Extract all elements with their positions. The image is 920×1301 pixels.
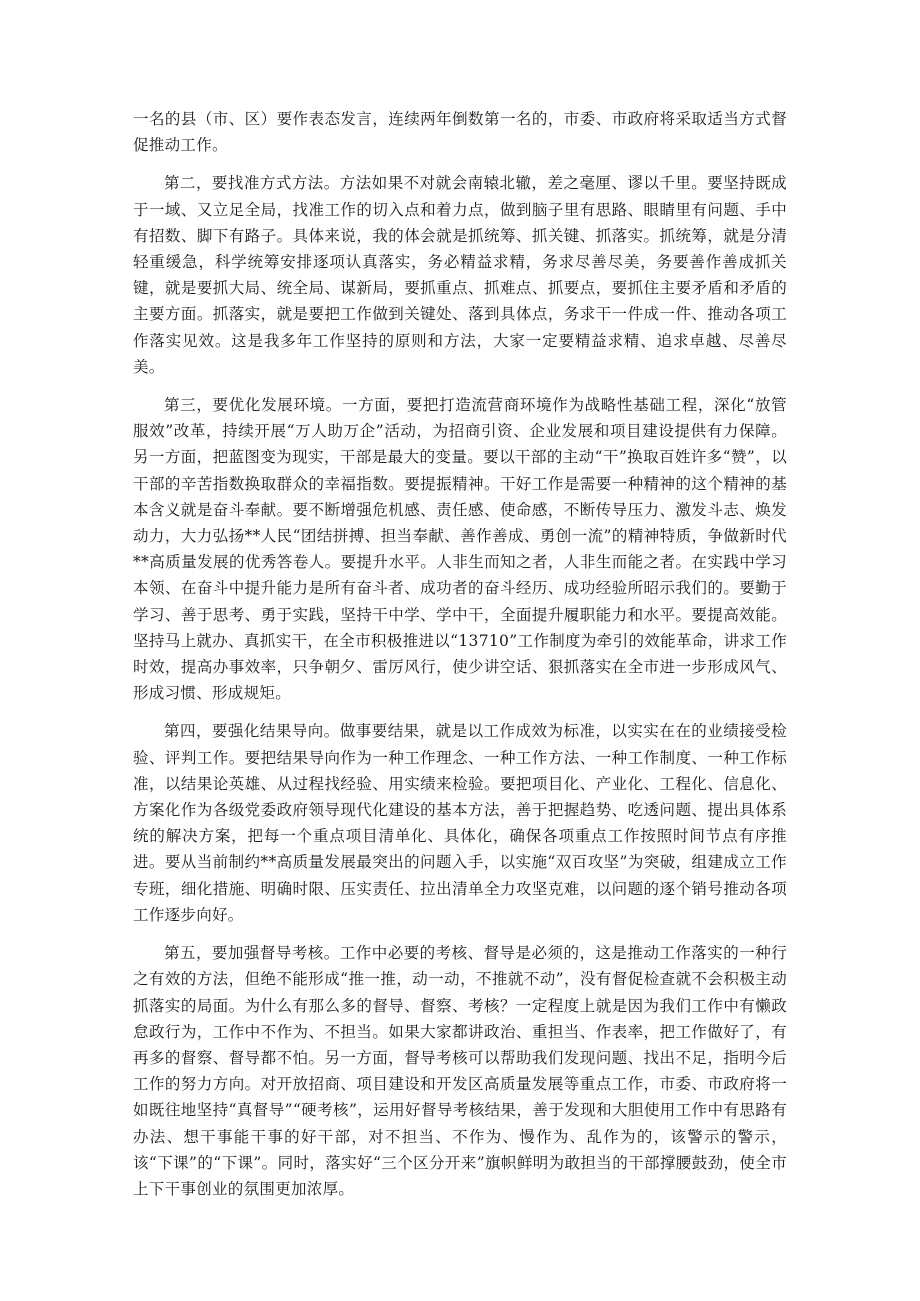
paragraph-continuation: 一名的县（市、区）要作表态发言，连续两年倒数第一名的，市委、市政府将采取适当方式督促推动工作。 — [133, 110, 787, 155]
paragraph-third-environment: 第三，要优化发展环境。一方面，要把打造流营商环境作为战略性基础工程，深化“放管服效”改革，持续开展“万人助万企”活动，为招商引资、企业发展和项目建设提供有力保障。另一方面，把蓝图变为现实，干部是最大的变量。要以干部的主动“干”换取百姓许多“赞”，以干部的辛苦指数换取群众的幸福指数。要提振精神。干好工作是需要一种精神的这个精神的基本含义就是奋斗奉献。要不断增强危机感、责任感、使命感，不断传导压力、激发斗志、焕发动力，大力弘扬**人民“团结拼搏、担当奉献、善作善成、勇创一流”的精神特质，争做新时代**高质量发展的优秀答卷人。要提升水平。人非生而知之者，人非生而能之者。在实践中学习本领、在奋斗中提升能力是所有奋斗者、成功者的奋斗经历、成功经验所昭示我们的。要勤于学习、善于思考、勇于实践，坚持干中学、学中干，全面提升履职能力和水平。要提高效能。坚持马上就办、真抓实干，在全市积极推进以“13710”工作制度为牵引的效能革命，讲求工作时效，提高办事效率，只争朝夕、雷厉风行，使少讲空话、狠抓落实在全市进一步形成风气、形成习惯、形成规矩。 — [133, 396, 787, 703]
paragraph-second-method: 第二，要找准方式方法。方法如果不对就会南辕北辙，差之毫厘、谬以千里。要坚持既成于一域、又立足全局，找准工作的切入点和着力点，做到脑子里有思路、眼睛里有问题、手中有招数、脚下有路子。具体来说，我的体会就是抓统筹、抓关键、抓落实。抓统筹，就是分清轻重缓急，科学统筹安排逐项认真落实，务必精益求精，务求尽善尽美，务要善作善成抓关键，就是要抓大局、统全局、谋新局，要抓重点、抓难点、抓要点，要抓住主要矛盾和矛盾的主要方面。抓落实，就是要把工作做到关键处、落到具体点，务求干一件成一件、推动各项工作落实见效。这是我多年工作坚持的原则和方法，大家一定要精益求精、追求卓越、尽善尽美。 — [133, 174, 787, 376]
paragraph-fourth-results: 第四，要强化结果导向。做事要结果，就是以工作成效为标准，以实实在在的业绩接受检验、评判工作。要把结果导向作为一种工作理念、一种工作方法、一种工作制度、一种工作标准，以结果论英雄、从过程找经验、用实绩来检验。要把项目化、产业化、工程化、信息化、方案化作为各级党委政府领导现代化建设的基本方法，善于把握趋势、吃透问题、提出具体系统的解决方案，把每一个重点项目清单化、具体化，确保各项重点工作按照时间节点有序推进。要从当前制约**高质量发展最突出的问题入手，以实施“双百攻坚”为突破，组建成立工作专班，细化措施、明确时限、压实责任、拉出清单全力攻坚克难，以问题的逐个销号推动各项工作逐步向好。 — [133, 722, 787, 924]
document-page — [133, 106, 787, 1214]
paragraph-fifth-supervision: 第五，要加强督导考核。工作中必要的考核、督导是必须的，这是推动工作落实的一种行之有效的方法，但绝不能形成“推一推，动一动，不推就不动”，没有督促检查就不会积极主动抓落实的局面。为什么有那么多的督导、督察、考核？一定程度上就是因为我们工作中有懒政怠政行为，工作中不作为、不担当。如果大家都讲政治、重担当、作表率，把工作做好了，有再多的督察、督导都不怕。另一方面，督导考核可以帮助我们发现问题、找出不足，指明今后工作的努力方向。对开放招商、项目建设和开发区高质量发展等重点工作，市委、市政府将一如既往地坚持“真督导”“硬考核”，运用好督导考核结果，善于发现和大胆使用工作中有思路有办法、想干事能干事的好干部，对不担当、不作为、慢作为、乱作为的，该警示的警示，该“下课”的“下课”。同时，落实好“三个区分开来”旗帜鲜明为敢担当的干部撑腰鼓劲，使全市上下干事创业的氛围更加浓厚。 — [133, 944, 787, 1198]
